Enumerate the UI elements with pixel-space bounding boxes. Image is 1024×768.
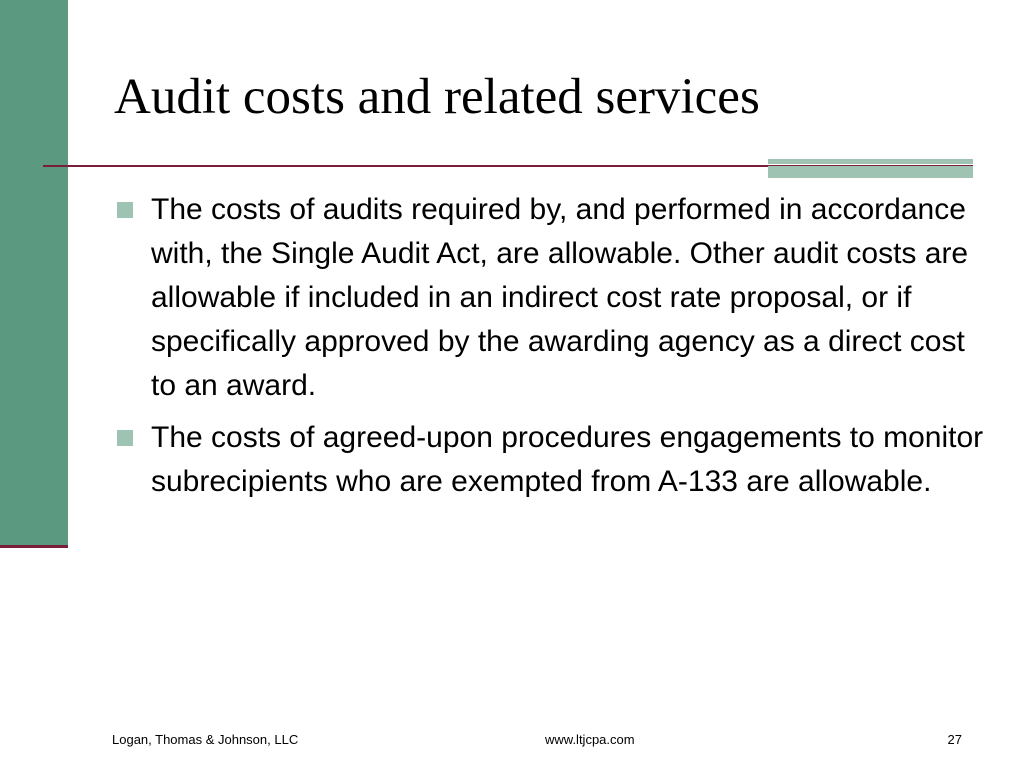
square-bullet-icon — [117, 430, 133, 446]
bullet-text: The costs of agreed-upon procedures engagements to monitor subrecipients who are exempted from A-133 are allowable. — [151, 421, 984, 498]
footer-company: Logan, Thomas & Johnson, LLC — [112, 732, 299, 747]
footer-page-number: 27 — [947, 732, 962, 747]
bullet-list — [115, 188, 995, 512]
left-sidebar-bar — [0, 0, 68, 545]
bullet-text: The costs of audits required by, and performed in accordance with, the Single Audit Act, are allowable. Other audit costs are allowable if included in an indirect cost rate proposal, or if specifically approved by the awarding agency as a direct cost to an award. — [151, 193, 969, 402]
bullet-item — [115, 416, 995, 504]
slide-title: Audit costs and related services — [114, 69, 760, 125]
accent-stripe — [768, 159, 973, 178]
bullet-item — [115, 188, 995, 408]
footer-website: www.ltjcpa.com — [545, 732, 635, 747]
left-sidebar-underline — [0, 545, 68, 548]
square-bullet-icon — [117, 202, 133, 218]
